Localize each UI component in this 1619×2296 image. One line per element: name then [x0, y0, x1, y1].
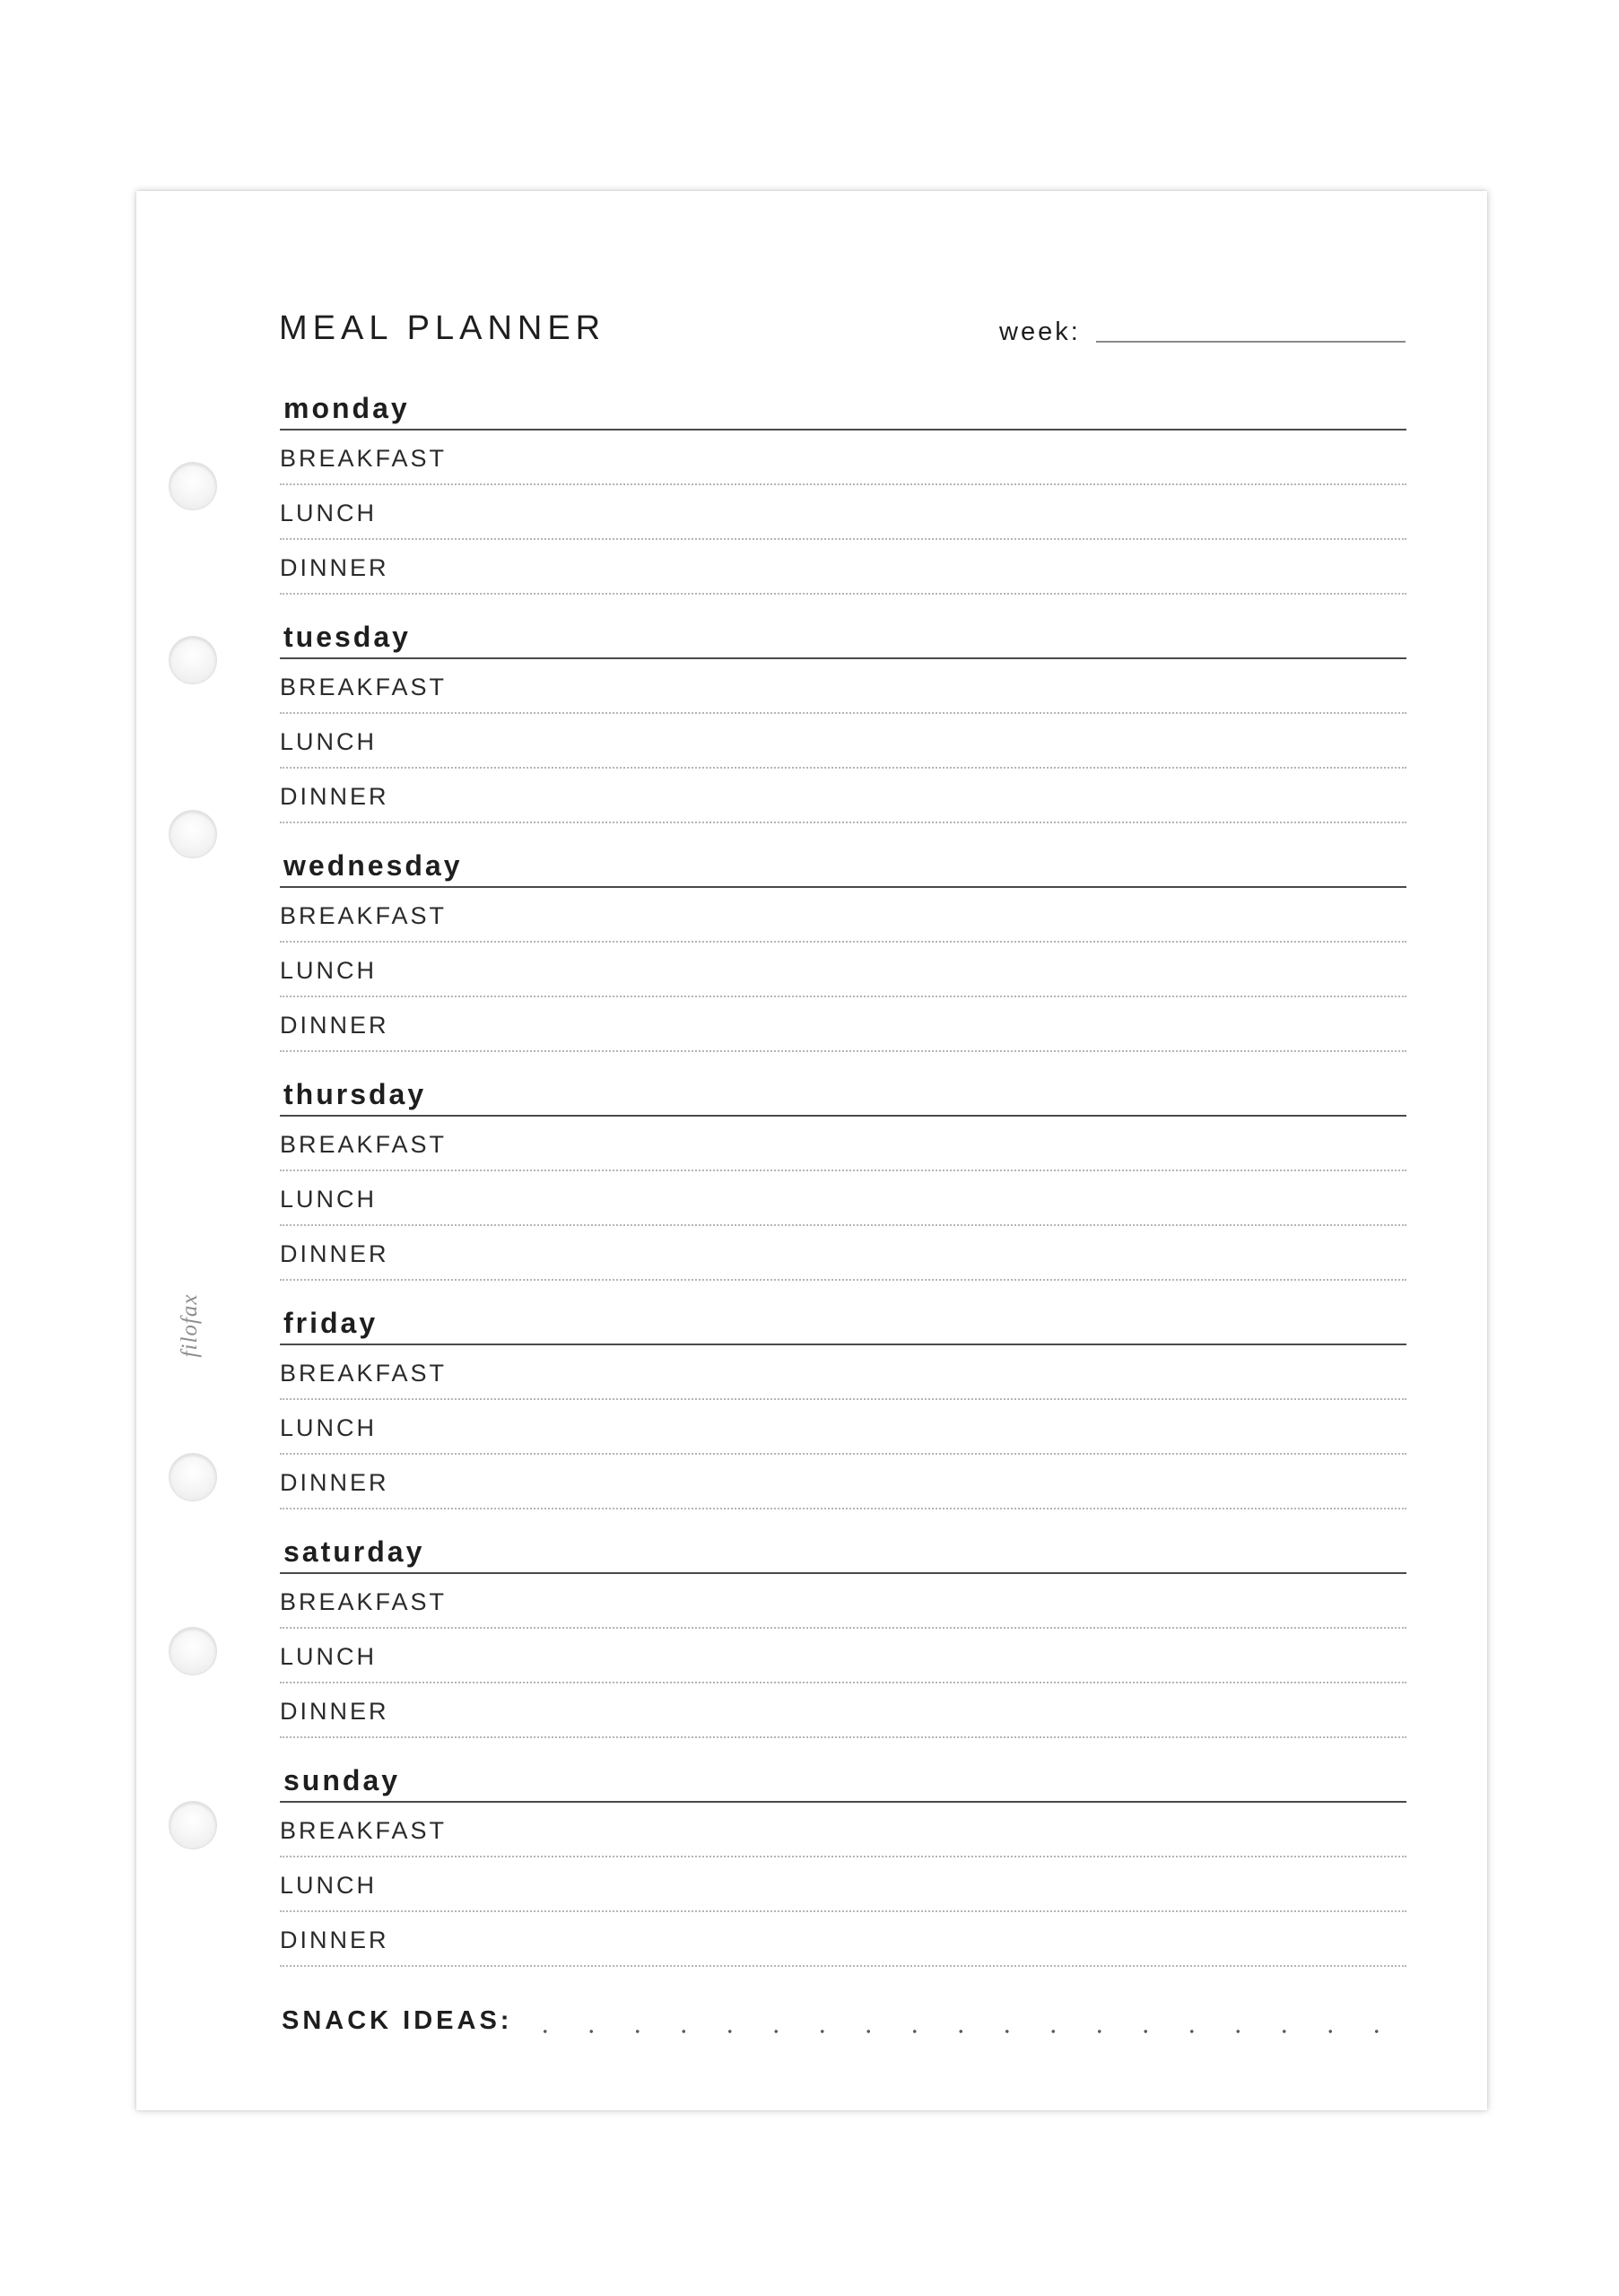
meal-label: DINNER [280, 783, 389, 810]
meal-label: DINNER [280, 1698, 389, 1725]
days-list [280, 387, 1406, 1987]
day-heading: friday [283, 1307, 379, 1339]
day-section-friday [280, 1301, 1406, 1530]
meal-row-breakfast[interactable] [280, 1574, 1406, 1629]
punch-hole [169, 462, 217, 510]
meal-label: BREAKFAST [280, 902, 448, 929]
page-title: MEAL PLANNER [279, 309, 606, 347]
meal-label: BREAKFAST [280, 1817, 448, 1844]
meal-row-dinner[interactable] [280, 1226, 1406, 1281]
meal-row-breakfast[interactable] [280, 888, 1406, 943]
day-heading: monday [283, 392, 410, 424]
meal-label: LUNCH [280, 1186, 378, 1213]
meal-label: DINNER [280, 1926, 389, 1953]
meal-label: LUNCH [280, 1414, 378, 1441]
meal-label: LUNCH [280, 728, 378, 755]
meal-row-dinner[interactable] [280, 997, 1406, 1052]
day-heading: tuesday [283, 621, 411, 653]
meal-row-breakfast[interactable] [280, 1345, 1406, 1400]
day-heading: wednesday [283, 849, 463, 882]
meal-row-breakfast[interactable] [280, 1803, 1406, 1857]
meal-label: LUNCH [280, 957, 378, 984]
day-section-thursday [280, 1073, 1406, 1301]
meal-row-lunch[interactable] [280, 1171, 1406, 1226]
brand-logo: filofax [178, 1293, 202, 1358]
day-section-tuesday [280, 615, 1406, 844]
meal-row-dinner[interactable] [280, 540, 1406, 595]
meal-row-breakfast[interactable] [280, 430, 1406, 485]
meal-row-dinner[interactable] [280, 1912, 1406, 1967]
snack-dotted-line [522, 2030, 1406, 2033]
punch-hole [169, 810, 217, 858]
meal-row-breakfast[interactable] [280, 659, 1406, 714]
week-label: week: [999, 317, 1081, 346]
meal-label: DINNER [280, 1240, 389, 1267]
day-heading: sunday [283, 1764, 401, 1796]
punch-hole [169, 1627, 217, 1675]
meal-label: DINNER [280, 554, 389, 581]
meal-label: LUNCH [280, 500, 378, 526]
meal-row-breakfast[interactable] [280, 1117, 1406, 1171]
meal-row-lunch[interactable] [280, 1400, 1406, 1455]
planner-page [136, 191, 1487, 2110]
meal-label: BREAKFAST [280, 445, 448, 472]
meal-row-lunch[interactable] [280, 1857, 1406, 1912]
punch-hole [169, 1453, 217, 1501]
meal-row-lunch[interactable] [280, 943, 1406, 997]
day-section-saturday [280, 1530, 1406, 1759]
punch-hole [169, 1801, 217, 1849]
meal-label: BREAKFAST [280, 674, 448, 700]
day-section-monday [280, 387, 1406, 615]
day-heading: thursday [283, 1078, 427, 1110]
week-field[interactable] [1096, 341, 1406, 343]
snack-ideas-label: SNACK IDEAS: [282, 2006, 513, 2035]
day-section-wednesday [280, 844, 1406, 1073]
meal-row-lunch[interactable] [280, 1629, 1406, 1683]
meal-row-lunch[interactable] [280, 485, 1406, 540]
snack-ideas-row[interactable] [282, 2006, 1406, 2042]
meal-label: BREAKFAST [280, 1131, 448, 1158]
meal-label: DINNER [280, 1469, 389, 1496]
meal-row-dinner[interactable] [280, 769, 1406, 823]
meal-label: DINNER [280, 1012, 389, 1039]
meal-label: BREAKFAST [280, 1360, 448, 1387]
meal-row-dinner[interactable] [280, 1683, 1406, 1738]
meal-label: LUNCH [280, 1872, 378, 1899]
day-heading: saturday [283, 1535, 425, 1568]
day-section-sunday [280, 1759, 1406, 1987]
meal-label: LUNCH [280, 1643, 378, 1670]
meal-row-lunch[interactable] [280, 714, 1406, 769]
meal-row-dinner[interactable] [280, 1455, 1406, 1509]
meal-label: BREAKFAST [280, 1588, 448, 1615]
punch-hole [169, 636, 217, 684]
